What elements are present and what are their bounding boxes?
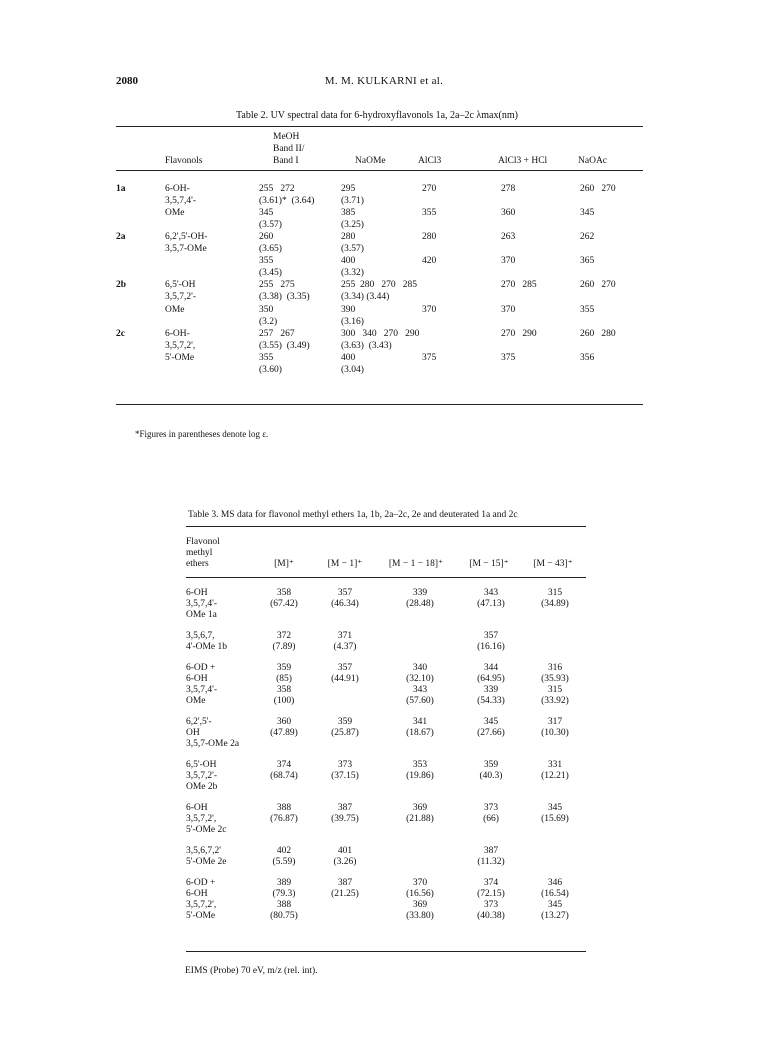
table3-cell-ether: 3,5,6,7, xyxy=(186,631,215,641)
table3-cell-value: (72.15) xyxy=(477,889,505,899)
table2-cell-naome: 295 xyxy=(341,184,356,194)
table3-cell-value: (40.38) xyxy=(477,911,505,921)
table3-cell-ether: 5'-OMe 2e xyxy=(186,857,227,867)
table3-cell-value: 339 xyxy=(483,685,499,695)
table3-cell-value: (100) xyxy=(273,696,295,706)
table2-cell-naoac: 365 xyxy=(580,256,595,266)
table2-cell-meoh: (3.57) xyxy=(259,220,282,230)
table3-cell-ether: 4'-OMe 1b xyxy=(186,642,228,652)
table2-cell-flavonol: 6,5'-OH xyxy=(165,280,196,290)
table3-cell-value: 374 xyxy=(483,878,499,888)
table3-cell-value: 373 xyxy=(483,803,499,813)
table2-header-naome: NaOMe xyxy=(355,156,386,166)
table3-cell-value: 315 xyxy=(547,588,563,598)
table2-cell-flavonol: 6-OH- xyxy=(165,329,190,339)
table3-cell-value: (57.60) xyxy=(406,696,434,706)
table2-cell-naome: (3.04) xyxy=(341,365,364,375)
table3-header-m1: [M − 1]⁺ xyxy=(327,559,363,569)
table3-cell-value: (16.56) xyxy=(406,889,434,899)
table2-cell-naoac: 260 270 xyxy=(580,280,616,290)
table3-cell-value: 345 xyxy=(547,803,563,813)
table2-cell-meoh: 350 xyxy=(259,305,274,315)
table3-cell-ether: OMe xyxy=(186,696,206,706)
table3-cell-value: 371 xyxy=(337,631,353,641)
table2-cell-naome: 400 xyxy=(341,353,356,363)
table3-cell-value: 369 xyxy=(412,803,428,813)
table2-cell-flavonol: OMe xyxy=(165,305,185,315)
table2-cell-naome: (3.32) xyxy=(341,268,364,278)
table2-cell-meoh: (3.60) xyxy=(259,365,282,375)
table3-cell-value: (28.48) xyxy=(406,599,434,609)
table2-cell-flavonol: OMe xyxy=(165,208,185,218)
table3-cell-value: (3.26) xyxy=(333,857,357,867)
table2-cell-alcl3: 370 xyxy=(422,305,437,315)
table3-cell-value: 373 xyxy=(483,900,499,910)
table3-cell-value: 331 xyxy=(547,760,563,770)
table3-cell-value: 346 xyxy=(547,878,563,888)
table3-cell-value: 315 xyxy=(547,685,563,695)
table3-cell-value: (79.3) xyxy=(272,889,296,899)
table3-cell-value: (35.93) xyxy=(541,674,569,684)
table2-cell-naome: (3.71) xyxy=(341,196,364,206)
table3-bottom-rule xyxy=(186,951,586,952)
table2-cell-flavonol: 6-OH- xyxy=(165,184,190,194)
table3-cell-value: (67.42) xyxy=(270,599,298,609)
table3-cell-value: (68.74) xyxy=(270,771,298,781)
table3-cell-value: (5.59) xyxy=(272,857,296,867)
table3-cell-value: 343 xyxy=(412,685,428,695)
table3-cell-value: 340 xyxy=(412,663,428,673)
table2-cell-alcl3: 420 xyxy=(422,256,437,266)
table3-cell-value: (64.95) xyxy=(477,674,505,684)
table2-cell-alcl3-hcl: 370 xyxy=(501,256,516,266)
running-header-authors: M. M. KULKARNI et al. xyxy=(324,75,444,87)
table2-cell-alcl3: 280 xyxy=(422,232,437,242)
table3-cell-value: (21.88) xyxy=(406,814,434,824)
table3-header-m: [M]⁺ xyxy=(274,559,294,569)
table3-cell-value: (32.10) xyxy=(406,674,434,684)
table2-cell-naome: 255 280 270 285 xyxy=(341,280,417,290)
table3-cell-value: 360 xyxy=(276,717,292,727)
table2-footnote: *Figures in parentheses denote log ε. xyxy=(135,429,269,439)
table3-cell-value: (34.89) xyxy=(541,599,569,609)
table2-row-id: 1a xyxy=(116,184,126,194)
table3-cell-value: (4.37) xyxy=(333,642,357,652)
table2-cell-alcl3: 355 xyxy=(422,208,437,218)
table3-cell-value: 401 xyxy=(337,846,353,856)
table2-header-alcl3-hcl: AlCl3 + HCl xyxy=(498,156,548,166)
table2-cell-meoh: (3.2) xyxy=(259,317,278,327)
table3-cell-value: 387 xyxy=(483,846,499,856)
table3-cell-value: 316 xyxy=(547,663,563,673)
table3-cell-value: 344 xyxy=(483,663,499,673)
table3-cell-value: (47.89) xyxy=(270,728,298,738)
table3-header-ethers-1: Flavonol xyxy=(186,537,220,547)
table3-cell-value: 339 xyxy=(412,588,428,598)
table3-cell-ether: 6,2',5'- xyxy=(186,717,212,727)
table2-cell-naoac: 355 xyxy=(580,305,595,315)
table3-cell-ether: 5'-OMe 2c xyxy=(186,825,227,835)
table2-cell-flavonol: 3,5,7,2'- xyxy=(165,292,197,302)
table2-cell-meoh: 355 xyxy=(259,353,274,363)
table3-cell-value: (25.87) xyxy=(331,728,359,738)
table3-cell-value: (39.75) xyxy=(331,814,359,824)
table3-cell-value: 369 xyxy=(412,900,428,910)
table2-row-id: 2a xyxy=(116,232,126,242)
table2-cell-naome: 400 xyxy=(341,256,356,266)
table2-header-naoac: NaOAc xyxy=(578,156,608,166)
table2-cell-alcl3-hcl: 278 xyxy=(501,184,516,194)
table3-cell-value: (33.92) xyxy=(541,696,569,706)
table3-cell-value: 357 xyxy=(337,588,353,598)
table3-cell-value: (54.33) xyxy=(477,696,505,706)
table2-cell-naoac: 262 xyxy=(580,232,595,242)
table2-cell-alcl3: 270 xyxy=(422,184,437,194)
table3-cell-ether: OMe 2b xyxy=(186,782,218,792)
table3-cell-ether: 6-OH xyxy=(186,889,208,899)
table2-header-meoh-1: MeOH xyxy=(273,132,300,142)
table2-caption: Table 2. UV spectral data for 6-hydroxyflavonols 1a, 2a–2c λmax(nm) xyxy=(236,110,518,121)
table3-cell-value: (66) xyxy=(483,814,499,824)
table2-cell-meoh: 255 275 xyxy=(259,280,295,290)
table2-cell-alcl3-hcl: 370 xyxy=(501,305,516,315)
table2-cell-naome: 300 340 270 290 xyxy=(341,329,420,339)
table3-header-m15: [M − 15]⁺ xyxy=(469,559,509,569)
table3-cell-value: 353 xyxy=(412,760,428,770)
table2-cell-naome: 385 xyxy=(341,208,356,218)
table2-cell-meoh: 260 xyxy=(259,232,274,242)
table3-cell-value: (15.69) xyxy=(541,814,569,824)
table3-cell-value: (21.25) xyxy=(331,889,359,899)
table2-cell-meoh: (3.55) (3.49) xyxy=(259,341,310,351)
table3-cell-ether: OH xyxy=(186,728,200,738)
table3-cell-ether: OMe 1a xyxy=(186,610,217,620)
table2-cell-naome: (3.25) xyxy=(341,220,364,230)
table3-cell-ether: 6,5'-OH xyxy=(186,760,217,770)
table2-cell-meoh: 255 272 xyxy=(259,184,295,194)
table2-cell-meoh: (3.45) xyxy=(259,268,282,278)
table3-header-ethers-2: methyl xyxy=(186,548,213,558)
table3-cell-value: (40.3) xyxy=(479,771,503,781)
table3-cell-value: (80.75) xyxy=(270,911,298,921)
page-number: 2080 xyxy=(116,75,138,87)
table2-cell-flavonol: 6,2',5'-OH- xyxy=(165,232,208,242)
table2-cell-alcl3-hcl: 270 290 xyxy=(501,329,537,339)
table2-cell-flavonol: 3,5,7,4'- xyxy=(165,196,197,206)
table2-cell-naome: 280 xyxy=(341,232,356,242)
table3-cell-value: 359 xyxy=(337,717,353,727)
table3-header-m118: [M − 1 − 18]⁺ xyxy=(388,559,444,569)
table3-cell-ether: 3,5,6,7,2' xyxy=(186,846,221,856)
table3-cell-value: 317 xyxy=(547,717,563,727)
table3-cell-value: 387 xyxy=(337,878,353,888)
table3-cell-ether: 3,5,7,2'- xyxy=(186,771,218,781)
table2-cell-alcl3-hcl: 360 xyxy=(501,208,516,218)
table3-cell-value: 359 xyxy=(483,760,499,770)
table2-cell-flavonol: 3,5,7,2', xyxy=(165,341,196,351)
table3-cell-value: (27.66) xyxy=(477,728,505,738)
table3-cell-value: (13.27) xyxy=(541,911,569,921)
table3-cell-value: (7.89) xyxy=(272,642,296,652)
table3-cell-value: 345 xyxy=(483,717,499,727)
table2-cell-alcl3-hcl: 270 285 xyxy=(501,280,537,290)
table2-cell-naome: (3.57) xyxy=(341,244,364,254)
table3-cell-value: (10.30) xyxy=(541,728,569,738)
table3-cell-value: (12.21) xyxy=(541,771,569,781)
table2-cell-flavonol: 3,5,7-OMe xyxy=(165,244,207,254)
table2-cell-meoh: 257 267 xyxy=(259,329,295,339)
table3-cell-value: 388 xyxy=(276,803,292,813)
table3-cell-value: (18.67) xyxy=(406,728,434,738)
table3-cell-ether: 6-OH xyxy=(186,803,208,813)
table3-cell-value: 374 xyxy=(276,760,292,770)
table3-cell-value: 359 xyxy=(276,663,292,673)
table3-header-ethers-3: ethers xyxy=(186,559,209,569)
table3-cell-ether: 3,5,7,4'- xyxy=(186,685,218,695)
table3-cell-value: 357 xyxy=(483,631,499,641)
table3-cell-ether: 3,5,7,4'- xyxy=(186,599,218,609)
table3-cell-ether: 3,5,7-OMe 2a xyxy=(186,739,240,749)
table2-cell-naoac: 345 xyxy=(580,208,595,218)
table2-cell-meoh: (3.65) xyxy=(259,244,282,254)
table3-cell-value: (46.34) xyxy=(331,599,359,609)
table2-row-id: 2b xyxy=(116,280,127,290)
table3-cell-value: (19.86) xyxy=(406,771,434,781)
table2-header-flavonols: Flavonols xyxy=(165,156,203,166)
table3-cell-ether: 6-OD + xyxy=(186,663,216,673)
table3-cell-ether: 5'-OMe xyxy=(186,911,216,921)
table3-footnote: EIMS (Probe) 70 eV, m/z (rel. int). xyxy=(185,966,318,976)
table3-caption: Table 3. MS data for flavonol methyl ethers 1a, 1b, 2a–2c, 2e and deuterated 1a and 2c xyxy=(188,510,518,520)
table2-cell-alcl3-hcl: 263 xyxy=(501,232,516,242)
table3-cell-value: (47.13) xyxy=(477,599,505,609)
table2-cell-meoh: 355 xyxy=(259,256,274,266)
table3-cell-value: (16.54) xyxy=(541,889,569,899)
table2-cell-naoac: 356 xyxy=(580,353,595,363)
table2-cell-naoac: 260 270 xyxy=(580,184,616,194)
table3-cell-value: (76.87) xyxy=(270,814,298,824)
table2-header-meoh-3: Band I xyxy=(273,156,299,166)
table3-cell-value: (37.15) xyxy=(331,771,359,781)
table3-cell-value: (85) xyxy=(276,674,292,684)
table3-header-rule xyxy=(186,577,586,578)
table3-cell-ether: 3,5,7,2', xyxy=(186,900,217,910)
table3-cell-value: (44.91) xyxy=(331,674,359,684)
table2-header-meoh-2: Band II/ xyxy=(273,144,305,154)
table3-cell-ether: 6-OD + xyxy=(186,878,216,888)
table3-cell-value: 387 xyxy=(337,803,353,813)
table3-cell-value: 370 xyxy=(412,878,428,888)
table3-cell-value: 341 xyxy=(412,717,428,727)
table2-cell-naome: (3.16) xyxy=(341,317,364,327)
table2-cell-naome: 390 xyxy=(341,305,356,315)
table2-cell-naoac: 260 280 xyxy=(580,329,616,339)
table3-cell-value: 388 xyxy=(276,900,292,910)
table2-cell-naome: (3.34) (3.44) xyxy=(341,292,390,302)
table2-cell-flavonol: 5'-OMe xyxy=(165,353,195,363)
table3-cell-value: 345 xyxy=(547,900,563,910)
table3-cell-value: 343 xyxy=(483,588,499,598)
table3-cell-value: 357 xyxy=(337,663,353,673)
table2-cell-naome: (3.63) (3.43) xyxy=(341,341,392,351)
table3-cell-value: 358 xyxy=(276,588,292,598)
table2-cell-meoh: (3.61)* (3.64) xyxy=(259,196,315,206)
table3-cell-ether: 6-OH xyxy=(186,588,208,598)
table3-cell-value: 389 xyxy=(276,878,292,888)
table3-header-m43: [M − 43]⁺ xyxy=(533,559,573,569)
table2-cell-alcl3: 375 xyxy=(422,353,437,363)
table3-cell-value: 402 xyxy=(276,846,292,856)
table3-cell-value: (11.32) xyxy=(477,857,505,867)
table3-cell-ether: 6-OH xyxy=(186,674,208,684)
table3-cell-value: 358 xyxy=(276,685,292,695)
table3-cell-value: 373 xyxy=(337,760,353,770)
table2-cell-meoh: (3.38) (3.35) xyxy=(259,292,310,302)
table2-row-id: 2c xyxy=(116,329,125,339)
table3-cell-ether: 3,5,7,2', xyxy=(186,814,217,824)
table3-cell-value: (33.80) xyxy=(406,911,434,921)
table2-header-alcl3: AlCl3 xyxy=(418,156,442,166)
table2-cell-meoh: 345 xyxy=(259,208,274,218)
table3-cell-value: 372 xyxy=(276,631,292,641)
table3-cell-value: (16.16) xyxy=(477,642,505,652)
table2-cell-alcl3-hcl: 375 xyxy=(501,353,516,363)
